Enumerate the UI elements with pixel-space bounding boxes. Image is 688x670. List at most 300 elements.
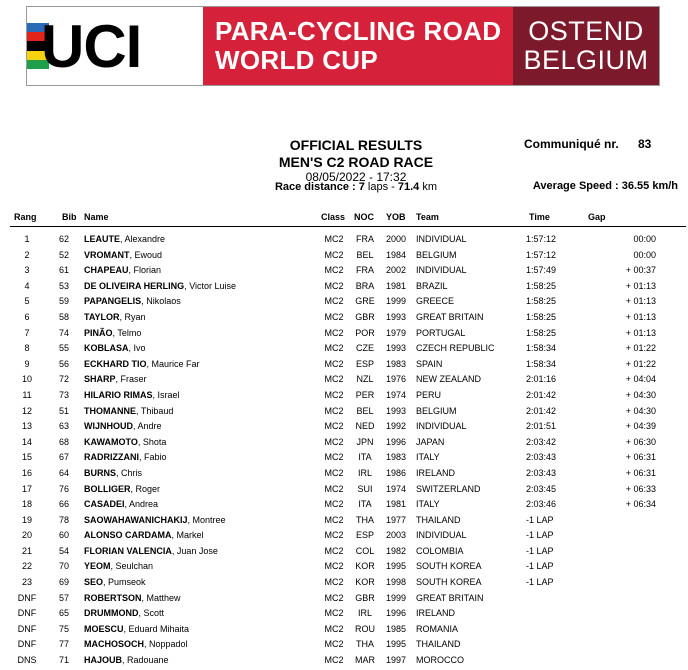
rider-first-name: , Maurice Far	[146, 358, 200, 369]
rider-last-name: CASADEI	[84, 499, 125, 510]
table-row	[0, 497, 688, 513]
time-cell: 2:03:43	[526, 452, 557, 463]
team-cell: IRELAND	[416, 467, 456, 478]
class-cell: MC2	[324, 234, 344, 244]
rider-last-name: BURNS	[84, 467, 117, 478]
table-row	[0, 248, 688, 264]
bib-cell: 65	[58, 608, 69, 619]
team-cell: SWITZERLAND	[416, 483, 481, 494]
time-cell: -1 LAP	[526, 530, 554, 541]
rider-last-name: KOBLASA	[84, 343, 129, 354]
rank-cell: DNF	[17, 639, 37, 650]
table-row	[0, 591, 688, 607]
class-cell: MC2	[324, 655, 344, 666]
table-row	[0, 310, 688, 326]
table-row	[0, 404, 688, 420]
table-row	[0, 466, 688, 482]
rider-first-name: , Fraser	[115, 374, 147, 385]
rank-cell: DNF	[17, 623, 37, 634]
yob-cell: 1981	[385, 280, 407, 291]
time-cell: 1:58:25	[526, 311, 557, 322]
rider-last-name: ROBERTSON	[84, 592, 142, 603]
gap-cell: + 01:13	[625, 280, 656, 291]
rank-cell: 5	[24, 296, 30, 307]
yob-cell: 1982	[385, 545, 407, 556]
team-cell: SPAIN	[416, 358, 443, 369]
rider-last-name: KAWAMOTO	[84, 436, 138, 447]
team-cell: THAILAND	[416, 514, 461, 525]
noc-cell: MAR	[355, 655, 375, 666]
class-cell: MC2	[324, 327, 344, 338]
rider-first-name: , Noppadol	[144, 639, 188, 650]
rider-name-cell	[84, 388, 180, 402]
class-cell: MC2	[324, 561, 344, 572]
rank-cell: 10	[21, 374, 32, 385]
team-cell: PERU	[416, 389, 442, 400]
rank-cell: 1	[24, 234, 30, 244]
noc-cell: FRA	[356, 234, 374, 244]
time-cell: 2:01:42	[526, 389, 557, 400]
noc-cell: GBR	[355, 592, 375, 603]
rider-last-name: SAOWAHAWANICHAKIJ	[84, 514, 188, 525]
gap-cell: + 04:39	[625, 421, 656, 432]
event-country: BELGIUM	[523, 45, 649, 75]
rider-name-cell	[84, 513, 226, 527]
gap-cell: + 06:34	[625, 499, 656, 510]
time-cell: 1:57:12	[526, 249, 557, 260]
time-cell: 2:03:46	[526, 499, 557, 510]
yob-cell: 1998	[385, 577, 407, 588]
time-cell: 2:01:42	[526, 405, 557, 416]
time-cell: 2:01:51	[526, 421, 557, 432]
time-cell: 1:58:25	[526, 327, 557, 338]
bib-cell: 53	[58, 280, 69, 291]
noc-cell: GBR	[355, 311, 375, 322]
bib-cell: 59	[58, 296, 69, 307]
rider-last-name: SEO	[84, 577, 104, 588]
bib-cell: 74	[58, 327, 69, 338]
bib-cell: 78	[58, 514, 69, 525]
bib-cell: 75	[58, 623, 69, 634]
rider-last-name: WIJNHOUD	[84, 421, 133, 432]
rider-first-name: , Andrea	[124, 499, 159, 510]
rider-last-name: TAYLOR	[84, 311, 120, 322]
rider-last-name: YEOM	[84, 561, 111, 572]
rider-name-cell	[84, 450, 167, 464]
rank-cell: 21	[21, 545, 32, 556]
time-cell: 2:03:43	[526, 467, 557, 478]
bib-cell: 77	[58, 639, 69, 650]
yob-cell: 1979	[385, 327, 407, 338]
team-cell: COLOMBIA	[416, 545, 464, 556]
class-cell: MC2	[324, 343, 344, 354]
bib-cell: 64	[58, 467, 69, 478]
rider-name-cell	[84, 544, 218, 558]
rank-cell: 17	[21, 483, 32, 494]
table-row	[0, 357, 688, 373]
class-cell: MC2	[324, 514, 344, 525]
results-table-header	[0, 212, 688, 226]
class-cell: MC2	[324, 530, 344, 541]
rider-last-name: DE OLIVEIRA HERLING	[84, 280, 185, 291]
rider-last-name: ECKHARD TIO	[84, 358, 147, 369]
class-cell: MC2	[324, 436, 344, 447]
laps-word: laps -	[367, 181, 395, 193]
table-row	[0, 559, 688, 575]
noc-cell: KOR	[355, 577, 375, 588]
rider-first-name: , Ivo	[128, 343, 146, 354]
rider-first-name: , Seulchan	[110, 561, 154, 572]
rank-cell: 3	[24, 265, 30, 276]
noc-cell: PER	[355, 389, 375, 400]
class-cell: MC2	[324, 577, 344, 588]
rank-cell: 15	[21, 452, 32, 463]
bib-cell: 69	[58, 577, 69, 588]
rider-last-name: HILARIO RIMAS	[84, 389, 153, 400]
class-cell: MC2	[324, 452, 344, 463]
class-cell: MC2	[324, 374, 344, 385]
yob-cell: 1977	[385, 514, 407, 525]
rider-name-cell	[84, 559, 153, 573]
yob-cell: 1984	[385, 249, 407, 260]
rider-name-cell	[84, 528, 204, 542]
noc-cell: IRL	[357, 608, 372, 619]
rank-cell: 16	[21, 467, 32, 478]
gap-cell: 00:00	[633, 234, 656, 244]
noc-cell: ROU	[355, 623, 375, 634]
table-row	[0, 435, 688, 451]
team-cell: IRELAND	[416, 608, 456, 619]
gap-cell: + 01:13	[625, 296, 656, 307]
rider-name-cell	[84, 606, 164, 620]
rider-name-cell	[84, 232, 165, 246]
yob-cell: 1995	[385, 561, 407, 572]
rider-last-name: MACHOSOCH	[84, 639, 144, 650]
yob-cell: 1993	[385, 343, 407, 354]
bib-cell: 52	[58, 249, 69, 260]
rider-first-name: , Chris	[116, 467, 143, 478]
team-cell: GREAT BRITAIN	[416, 311, 484, 322]
class-cell: MC2	[324, 608, 344, 619]
class-cell: MC2	[324, 467, 344, 478]
rider-first-name: , Eduard Mihaita	[123, 623, 190, 634]
rider-last-name: RADRIZZANI	[84, 452, 139, 463]
gap-cell: 00:00	[633, 249, 656, 260]
rider-first-name: , Markel	[171, 530, 204, 541]
rider-name-cell	[84, 404, 173, 418]
km-value: 71.4	[397, 181, 420, 193]
noc-cell: GRE	[355, 296, 375, 307]
gap-cell: + 01:22	[625, 358, 656, 369]
rank-cell: DNF	[17, 608, 37, 619]
class-cell: MC2	[324, 311, 344, 322]
rider-name-cell	[84, 248, 162, 262]
team-cell: CZECH REPUBLIC	[416, 343, 495, 354]
team-cell: BELGIUM	[416, 405, 457, 416]
rider-first-name: , Radouane	[122, 655, 169, 666]
rank-cell: 2	[24, 249, 30, 260]
bib-cell: 60	[58, 530, 69, 541]
table-row	[0, 482, 688, 498]
class-cell: MC2	[324, 421, 344, 432]
team-cell: INDIVIDUAL	[416, 234, 467, 244]
event-title-line2: WORLD CUP	[215, 45, 379, 75]
bib-cell: 51	[58, 405, 69, 416]
gap-cell: + 04:30	[625, 389, 656, 400]
gap-cell: + 00:37	[625, 265, 656, 276]
rider-last-name: BOLLIGER	[84, 483, 131, 494]
rider-name-cell	[84, 326, 141, 340]
rider-name-cell	[84, 294, 181, 308]
rider-last-name: CHAPEAU	[84, 265, 129, 276]
noc-cell: CZE	[356, 343, 374, 354]
rank-cell: 9	[24, 358, 30, 369]
class-cell: MC2	[324, 358, 344, 369]
gap-cell: + 01:13	[625, 311, 656, 322]
noc-cell: COL	[355, 545, 375, 556]
event-city: OSTEND	[528, 16, 644, 46]
table-row	[0, 294, 688, 310]
class-cell: MC2	[324, 389, 344, 400]
noc-cell: THA	[356, 639, 374, 650]
noc-cell: KOR	[355, 561, 375, 572]
yob-cell: 1995	[385, 639, 407, 650]
noc-cell: NZL	[356, 374, 374, 385]
team-cell: INDIVIDUAL	[416, 421, 467, 432]
class-cell: MC2	[324, 296, 344, 307]
rider-name-cell	[84, 357, 200, 371]
time-cell: -1 LAP	[526, 577, 554, 588]
team-cell: THAILAND	[416, 639, 461, 650]
yob-cell: 1996	[385, 608, 407, 619]
communique-label: Communiqué nr.	[524, 137, 619, 151]
time-cell: 1:58:34	[526, 343, 557, 354]
bib-cell: 71	[58, 655, 69, 666]
team-cell: MOROCCO	[416, 655, 464, 666]
bib-cell: 76	[58, 483, 69, 494]
rank-cell: 22	[21, 561, 32, 572]
noc-cell: IRL	[357, 467, 372, 478]
rider-name-cell	[84, 482, 160, 496]
time-cell: 1:58:25	[526, 296, 557, 307]
rank-cell: DNF	[17, 592, 37, 603]
rider-first-name: , Alexandre	[120, 234, 166, 244]
km-unit: km	[422, 181, 438, 193]
rider-name-cell	[84, 263, 161, 277]
rider-last-name: DRUMMOND	[84, 608, 139, 619]
team-cell: BRAZIL	[416, 280, 448, 291]
time-cell: 1:58:34	[526, 358, 557, 369]
yob-cell: 1974	[385, 389, 407, 400]
noc-cell: THA	[356, 514, 374, 525]
rank-cell: 18	[21, 499, 32, 510]
table-row	[0, 326, 688, 342]
col-team: Team	[416, 212, 439, 222]
rider-last-name: SHARP	[84, 374, 116, 385]
rider-last-name: LEAUTE	[84, 234, 120, 244]
bib-cell: 63	[58, 421, 69, 432]
uci-logo	[27, 7, 203, 85]
team-cell: ITALY	[416, 499, 440, 510]
col-time: Time	[529, 212, 550, 222]
col-noc: NOC	[354, 212, 374, 222]
time-cell: 1:57:12	[526, 234, 557, 244]
class-cell: MC2	[324, 545, 344, 556]
gap-cell: + 06:31	[625, 452, 656, 463]
yob-cell: 2003	[385, 530, 407, 541]
class-cell: MC2	[324, 265, 344, 276]
rider-last-name: ALONSO CARDAMA	[84, 530, 172, 541]
rider-name-cell	[84, 466, 142, 480]
team-cell: NEW ZEALAND	[416, 374, 482, 385]
rider-first-name: , Pumseok	[103, 577, 146, 588]
rank-cell: 13	[21, 421, 32, 432]
time-cell: -1 LAP	[526, 514, 554, 525]
rider-name-cell	[84, 310, 146, 324]
time-cell: 2:03:42	[526, 436, 557, 447]
class-cell: MC2	[324, 592, 344, 603]
team-cell: GREAT BRITAIN	[416, 592, 484, 603]
rider-last-name: FLORIAN VALENCIA	[84, 545, 172, 556]
time-cell: 1:58:25	[526, 280, 557, 291]
rider-first-name: , Telmo	[112, 327, 142, 338]
col-gap: Gap	[588, 212, 606, 222]
rank-cell: 6	[24, 311, 30, 322]
event-location-block	[513, 7, 659, 85]
bib-cell: 58	[58, 311, 69, 322]
col-class: Class	[321, 212, 346, 222]
rider-first-name: , Juan Jose	[171, 545, 218, 556]
team-cell: PORTUGAL	[416, 327, 466, 338]
table-row	[0, 279, 688, 295]
table-row	[0, 637, 688, 653]
bib-cell: 62	[58, 234, 69, 244]
team-cell: INDIVIDUAL	[416, 265, 467, 276]
col-rang: Rang	[14, 212, 37, 222]
gap-cell: + 01:22	[625, 343, 656, 354]
bib-cell: 70	[58, 561, 69, 572]
gap-cell: + 06:31	[625, 467, 656, 478]
table-row	[0, 513, 688, 529]
yob-cell: 1981	[385, 499, 407, 510]
event-title-block	[203, 7, 513, 85]
rider-name-cell	[84, 575, 146, 589]
yob-cell: 1999	[385, 592, 407, 603]
rider-name-cell	[84, 435, 166, 449]
rider-last-name: PINÃO	[84, 327, 113, 338]
yob-cell: 1986	[385, 467, 407, 478]
rider-last-name: VROMANT	[84, 249, 130, 260]
race-name: MEN'S C2 ROAD RACE	[278, 154, 434, 170]
bib-cell: 56	[58, 358, 69, 369]
rank-cell: 20	[21, 530, 32, 541]
rider-name-cell	[84, 622, 189, 636]
team-cell: GREECE	[416, 296, 455, 307]
bib-cell: 61	[58, 265, 69, 276]
rider-last-name: PAPANGELIS	[84, 296, 142, 307]
class-cell: MC2	[324, 280, 344, 291]
rank-cell: 23	[21, 577, 32, 588]
rider-first-name: , Israel	[152, 389, 180, 400]
yob-cell: 1974	[385, 483, 407, 494]
bib-cell: 66	[58, 499, 69, 510]
rider-first-name: , Montree	[187, 514, 226, 525]
rider-name-cell	[84, 637, 188, 651]
rider-first-name: , Andre	[133, 421, 162, 432]
rider-last-name: MOESCU	[84, 623, 124, 634]
rider-first-name: , Fabio	[139, 452, 167, 463]
time-cell: -1 LAP	[526, 545, 554, 556]
class-cell: MC2	[324, 249, 344, 260]
col-bib: Bib	[62, 212, 77, 222]
table-row	[0, 575, 688, 591]
noc-cell: ESP	[355, 530, 374, 541]
rider-name-cell	[84, 497, 158, 511]
rider-last-name: THOMANNE	[84, 405, 136, 416]
rider-first-name: , Thibaud	[136, 405, 174, 416]
yob-cell: 1976	[385, 374, 407, 385]
noc-cell: SUI	[357, 483, 373, 494]
laps-value: 7	[358, 181, 365, 193]
bib-cell: 57	[58, 592, 69, 603]
table-row	[0, 388, 688, 404]
rider-name-cell	[84, 419, 162, 433]
rank-cell: 14	[21, 436, 32, 447]
uci-logo-text: UCI	[41, 13, 142, 80]
table-row	[0, 653, 688, 669]
team-cell: INDIVIDUAL	[416, 530, 467, 541]
header-divider	[10, 226, 686, 227]
rank-cell: 4	[24, 280, 30, 291]
rider-name-cell	[84, 653, 169, 667]
yob-cell: 1983	[385, 358, 407, 369]
bib-cell: 68	[58, 436, 69, 447]
gap-cell: + 06:30	[625, 436, 656, 447]
rank-cell: 19	[21, 514, 32, 525]
page-title: OFFICIAL RESULTS	[289, 137, 423, 153]
team-cell: BELGIUM	[416, 249, 457, 260]
yob-cell: 1999	[385, 296, 407, 307]
race-distance	[206, 181, 506, 193]
distance-label: Race distance :	[274, 181, 356, 193]
rider-first-name: , Ryan	[119, 311, 146, 322]
rank-cell: 12	[21, 405, 32, 416]
noc-cell: ITA	[358, 452, 372, 463]
class-cell: MC2	[324, 499, 344, 510]
rider-last-name: HAJOUB	[84, 655, 123, 666]
noc-cell: BEL	[356, 405, 374, 416]
rider-name-cell	[84, 341, 146, 355]
results-table-body	[0, 232, 688, 669]
table-row	[0, 341, 688, 357]
table-row	[0, 232, 688, 248]
team-cell: ITALY	[416, 452, 440, 463]
rank-cell: DNS	[17, 655, 37, 666]
noc-cell: BRA	[355, 280, 375, 291]
rider-first-name: , Florian	[128, 265, 162, 276]
rider-first-name: , Nikolaos	[141, 296, 181, 307]
team-cell: ROMANIA	[416, 623, 459, 634]
yob-cell: 1993	[385, 405, 407, 416]
noc-cell: POR	[355, 327, 375, 338]
rider-first-name: , Victor Luise	[184, 280, 237, 291]
class-cell: MC2	[324, 483, 344, 494]
yob-cell: 1996	[385, 436, 407, 447]
bib-cell: 67	[58, 452, 69, 463]
table-row	[0, 544, 688, 560]
yob-cell: 1985	[385, 623, 407, 634]
time-cell: 2:01:16	[526, 374, 557, 385]
